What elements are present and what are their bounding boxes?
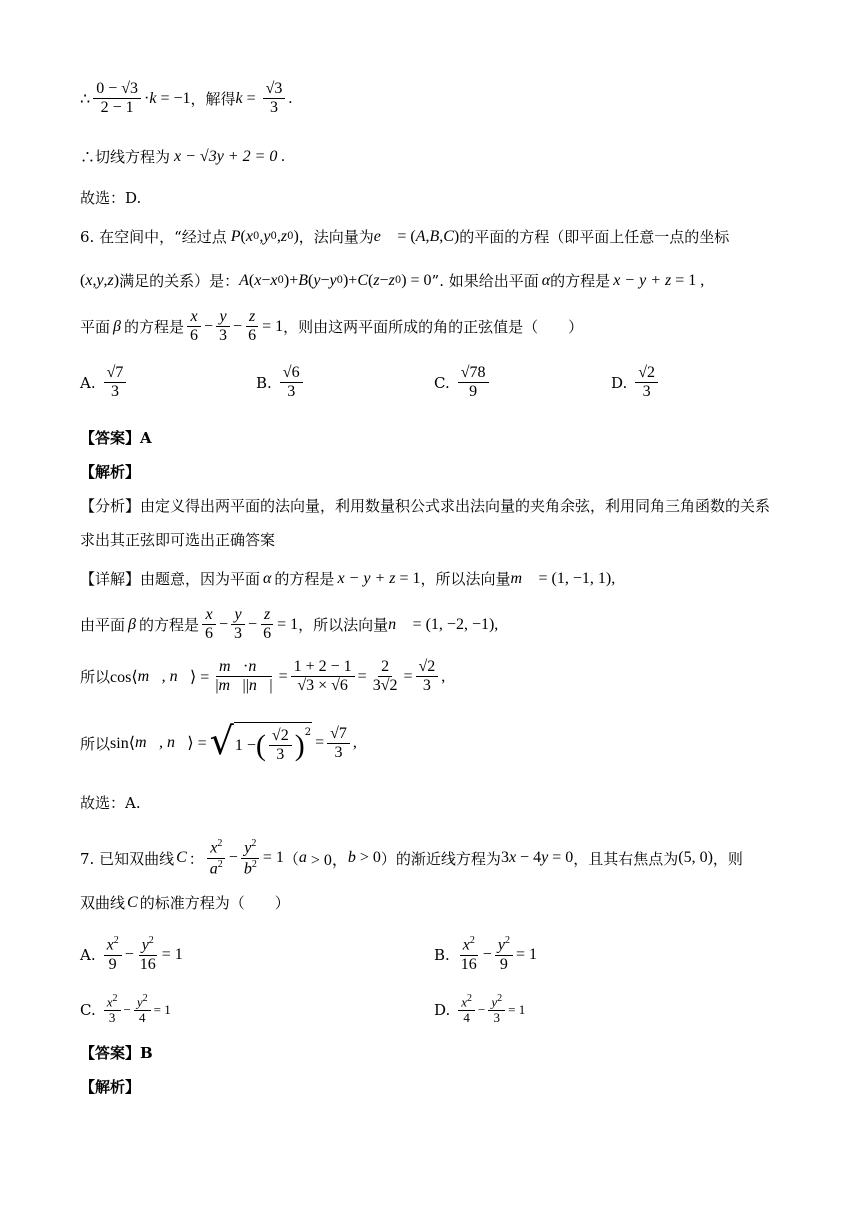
solution-line-k: ∴ $\frac{0 - √3}{2 - 1}$ · k = −1 ，解得 k = $\frac{√3}{3}$ . xyxy=(80,80,293,117)
q6-analysis-label: 【解析】 xyxy=(80,463,141,481)
q6-option-b[interactable]: B. $\frac{√6}{3}$ xyxy=(256,364,306,402)
q7-answer: 【答案】B xyxy=(80,1044,153,1062)
q6-option-d[interactable]: D. $\frac{√2}{3}$ xyxy=(611,364,661,402)
q6-fenxi-2: 求出其正弦即可选出正确答案 xyxy=(80,531,276,549)
q7-stem-line2: 双曲线 C 的标准方程为（ ） xyxy=(80,893,290,912)
q7-option-a[interactable]: A. $\frac{x^2}{9}$ − $\frac{y^2}{16}$ = 1 xyxy=(80,935,183,973)
q7-option-b[interactable]: B. $\frac{x^2}{16}$ − $\frac{y^2}{9}$ = 1 xyxy=(434,935,537,973)
tangent-line-eq: ∴切线方程为 x − √3y + 2 = 0 . xyxy=(80,147,286,166)
q6-option-c[interactable]: C. $\frac{√78}{9}$ xyxy=(434,364,492,402)
q6-detail-line2: 由平面 β 的方程是 $\frac{x}{6}$ − $\frac{y}{3}$ − $\frac{z}{6}$ = 1 ，所以法向量 n⃗ = (1, −2, −1), xyxy=(80,606,499,643)
q7-analysis-label: 【解析】 xyxy=(80,1078,141,1096)
q6-detail-line1: 【详解】由题意，因为平面 α 的方程是 x − y + z = 1 ，所以法向量 m⃗ = (1, −1, 1), xyxy=(80,569,616,588)
q7-option-d[interactable]: D. $\frac{x^2}{4}$ − $\frac{y^2}{3}$ = 1 xyxy=(434,993,526,1026)
q6-fenxi-1: 【分析】由定义得出两平面的法向量，利用数量积公式求出法向量的夹角余弦，利用同角三角函数的关系 xyxy=(80,497,771,515)
q6-stem-line1: 6. 在空间中，“经过点 P ( x 0 , y 0 , z 0 ) ，法向量为 e⃗ = ( A , B , C ) 的平面的方程（即平面上任意一点的坐标 xyxy=(80,227,730,246)
q6-final: 故选：A. xyxy=(80,794,141,812)
q6-cos-line: 所以 cos⟨ m⃗, n⃗ ⟩ = $\frac{m⃗\cdot n⃗}{|m⃗||n⃗|}$ = $\frac{1 + 2 - 1}{√3 \times √6}$ = $\frac{2}{3√2}$ = $\frac{√2}{3}$ , xyxy=(80,658,446,695)
solve-text: ，解得 xyxy=(190,90,236,109)
choice-line: 故选：D. xyxy=(80,189,142,207)
q6-option-a[interactable]: A. $\frac{√7}{3}$ xyxy=(80,364,129,402)
q7-option-c[interactable]: C. $\frac{x^2}{3}$ − $\frac{y^2}{4}$ = 1 xyxy=(80,993,171,1026)
q7-stem-line1: 7. 已知双曲线 C ： $\frac{x^2}{a^2}$ − $\frac{y^2}{b^2}$ = 1 （ a > 0， b > 0 ）的渐近线方程为 3 x − 4 y = 0 ，且其右焦点为 (5, 0) ，则 xyxy=(80,838,743,878)
q6-sin-line: 所以 sin⟨ m⃗, n⃗ ⟩ = √ 1 − ( $\frac{√2}{3}$ ) $^2$ = $\frac{√7}{3}$ , xyxy=(80,719,357,764)
q6-answer: 【答案】A xyxy=(80,429,152,447)
q6-stem-line2: ( x , y , z ) 满足的关系）是： A ( x − x 0 )+ B ( y − y 0 )+ C ( z − z 0 ) = 0 ”. 如果给出平面 α 的方程是 x − y + z = 1 , xyxy=(80,271,705,290)
q6-stem-line3: 平面 β 的方程是 $\frac{x}{6}$ − $\frac{y}{3}$ − $\frac{z}{6}$ = 1 ，则由这两平面所成的角的正弦值是（ ） xyxy=(80,308,584,345)
